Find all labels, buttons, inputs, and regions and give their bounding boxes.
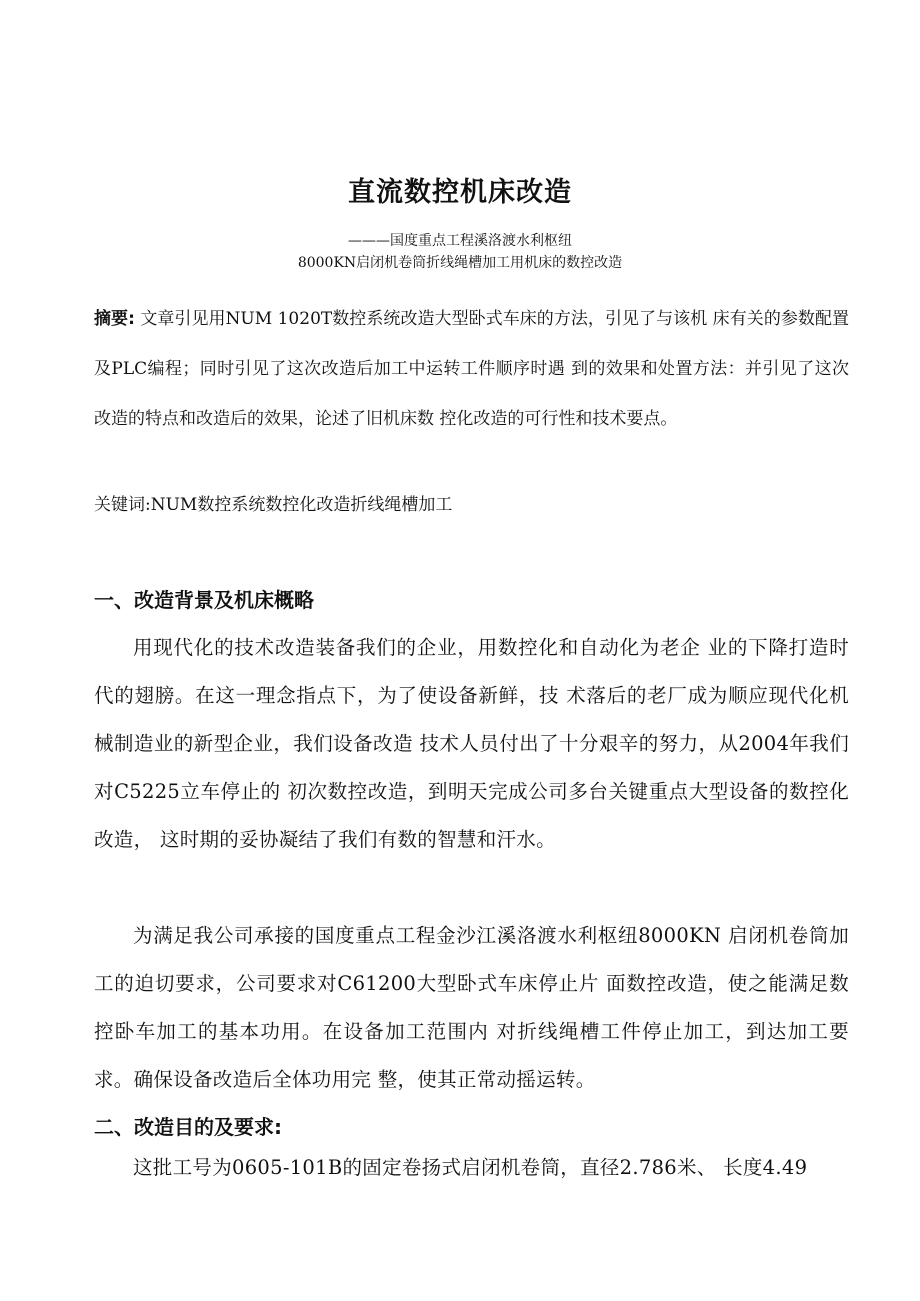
keywords-label: 关键词 — [94, 495, 145, 515]
subtitle-line-2: 8000KN启闭机卷筒折线绳槽加工用机床的数控改造 — [297, 255, 623, 271]
section-1-heading: 一、改造背景及机床概略 — [94, 588, 314, 612]
section-2-paragraph-1: 这批工号为0605-101B的固定卷扬式启闭机卷筒，直径2.786米、 长度4.49 — [133, 1156, 808, 1179]
document-title: 直流数控机床改造 — [348, 177, 572, 208]
abstract-paragraph — [94, 294, 849, 444]
abstract-label: 摘要: — [94, 309, 135, 329]
abstract-text: 文章引见用NUM 1020T数控系统改造大型卧式车床的方法，引见了与该机 床有关的参数配置及PLC编程；同时引见了这次改造后加工中运转工件顺序时遇 到的效果和处置方法：并引见了这次改造的特点和改造后的效果，论述了旧机床数 控化改造的可行性和技术要点。 — [94, 309, 849, 429]
keywords-text: :NUM数控系统数控化改造折线绳槽加工 — [145, 495, 453, 515]
section-1-paragraph-1: 用现代化的技术改造装备我们的企业，用数控化和自动化为老企 业的下降打造时代的翅膀。在这一理念指点下，为了使设备新鲜，技 术落后的老厂成为顺应现代化机械制造业的新型企业，我们设备改造 技术人员付出了十分艰辛的努力，从2004年我们对C5225立车停止的 初次数控改造，到明天完成公司多台关键重点大型设备的数控化改造， 这时期的妥协凝结了我们有数的智慧和汗水。 — [94, 636, 849, 851]
keywords-line — [94, 490, 849, 520]
subtitle-line-1: ———国度重点工程溪洛渡水利枢纽 — [348, 233, 572, 249]
section-2-heading: 二、改造目的及要求: — [94, 1115, 282, 1139]
section-1-paragraph-2: 为满足我公司承接的国度重点工程金沙江溪洛渡水利枢纽8000KN 启闭机卷筒加工的迫切要求，公司要求对C61200大型卧式车床停止片 面数控改造，使之能满足数控卧车加工的基本功用。在设备加工范围内 对折线绳槽工件停止加工，到达加工要求。确保设备改造后全体功用完 整，使其正常动摇运转。 — [94, 924, 849, 1091]
